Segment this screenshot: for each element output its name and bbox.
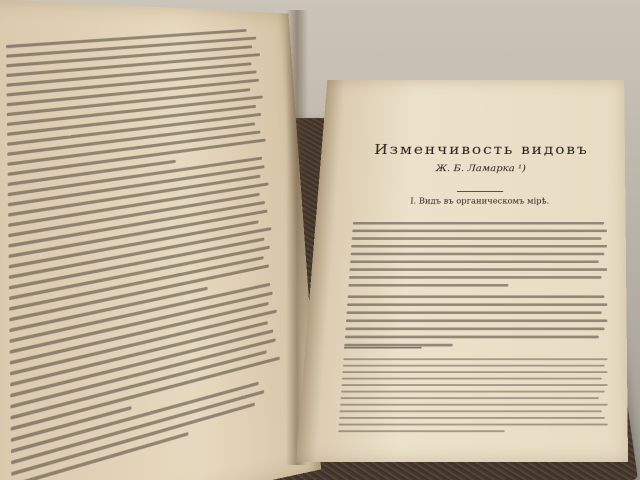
footnotes-block [338, 358, 616, 437]
chapter-title: Изменчивость видовъ [373, 141, 589, 159]
title-rule [457, 191, 503, 192]
right-page-paragraph-1 [348, 222, 615, 292]
right-page [296, 80, 628, 462]
left-page-text-block [6, 28, 290, 480]
right-page-paragraph-2 [344, 295, 615, 352]
footnote-rule [344, 347, 422, 348]
chapter-author: Ж. Б. Ламарка ¹) [435, 162, 527, 174]
section-heading: I. Видъ въ органическомъ мірѣ. [409, 197, 550, 206]
